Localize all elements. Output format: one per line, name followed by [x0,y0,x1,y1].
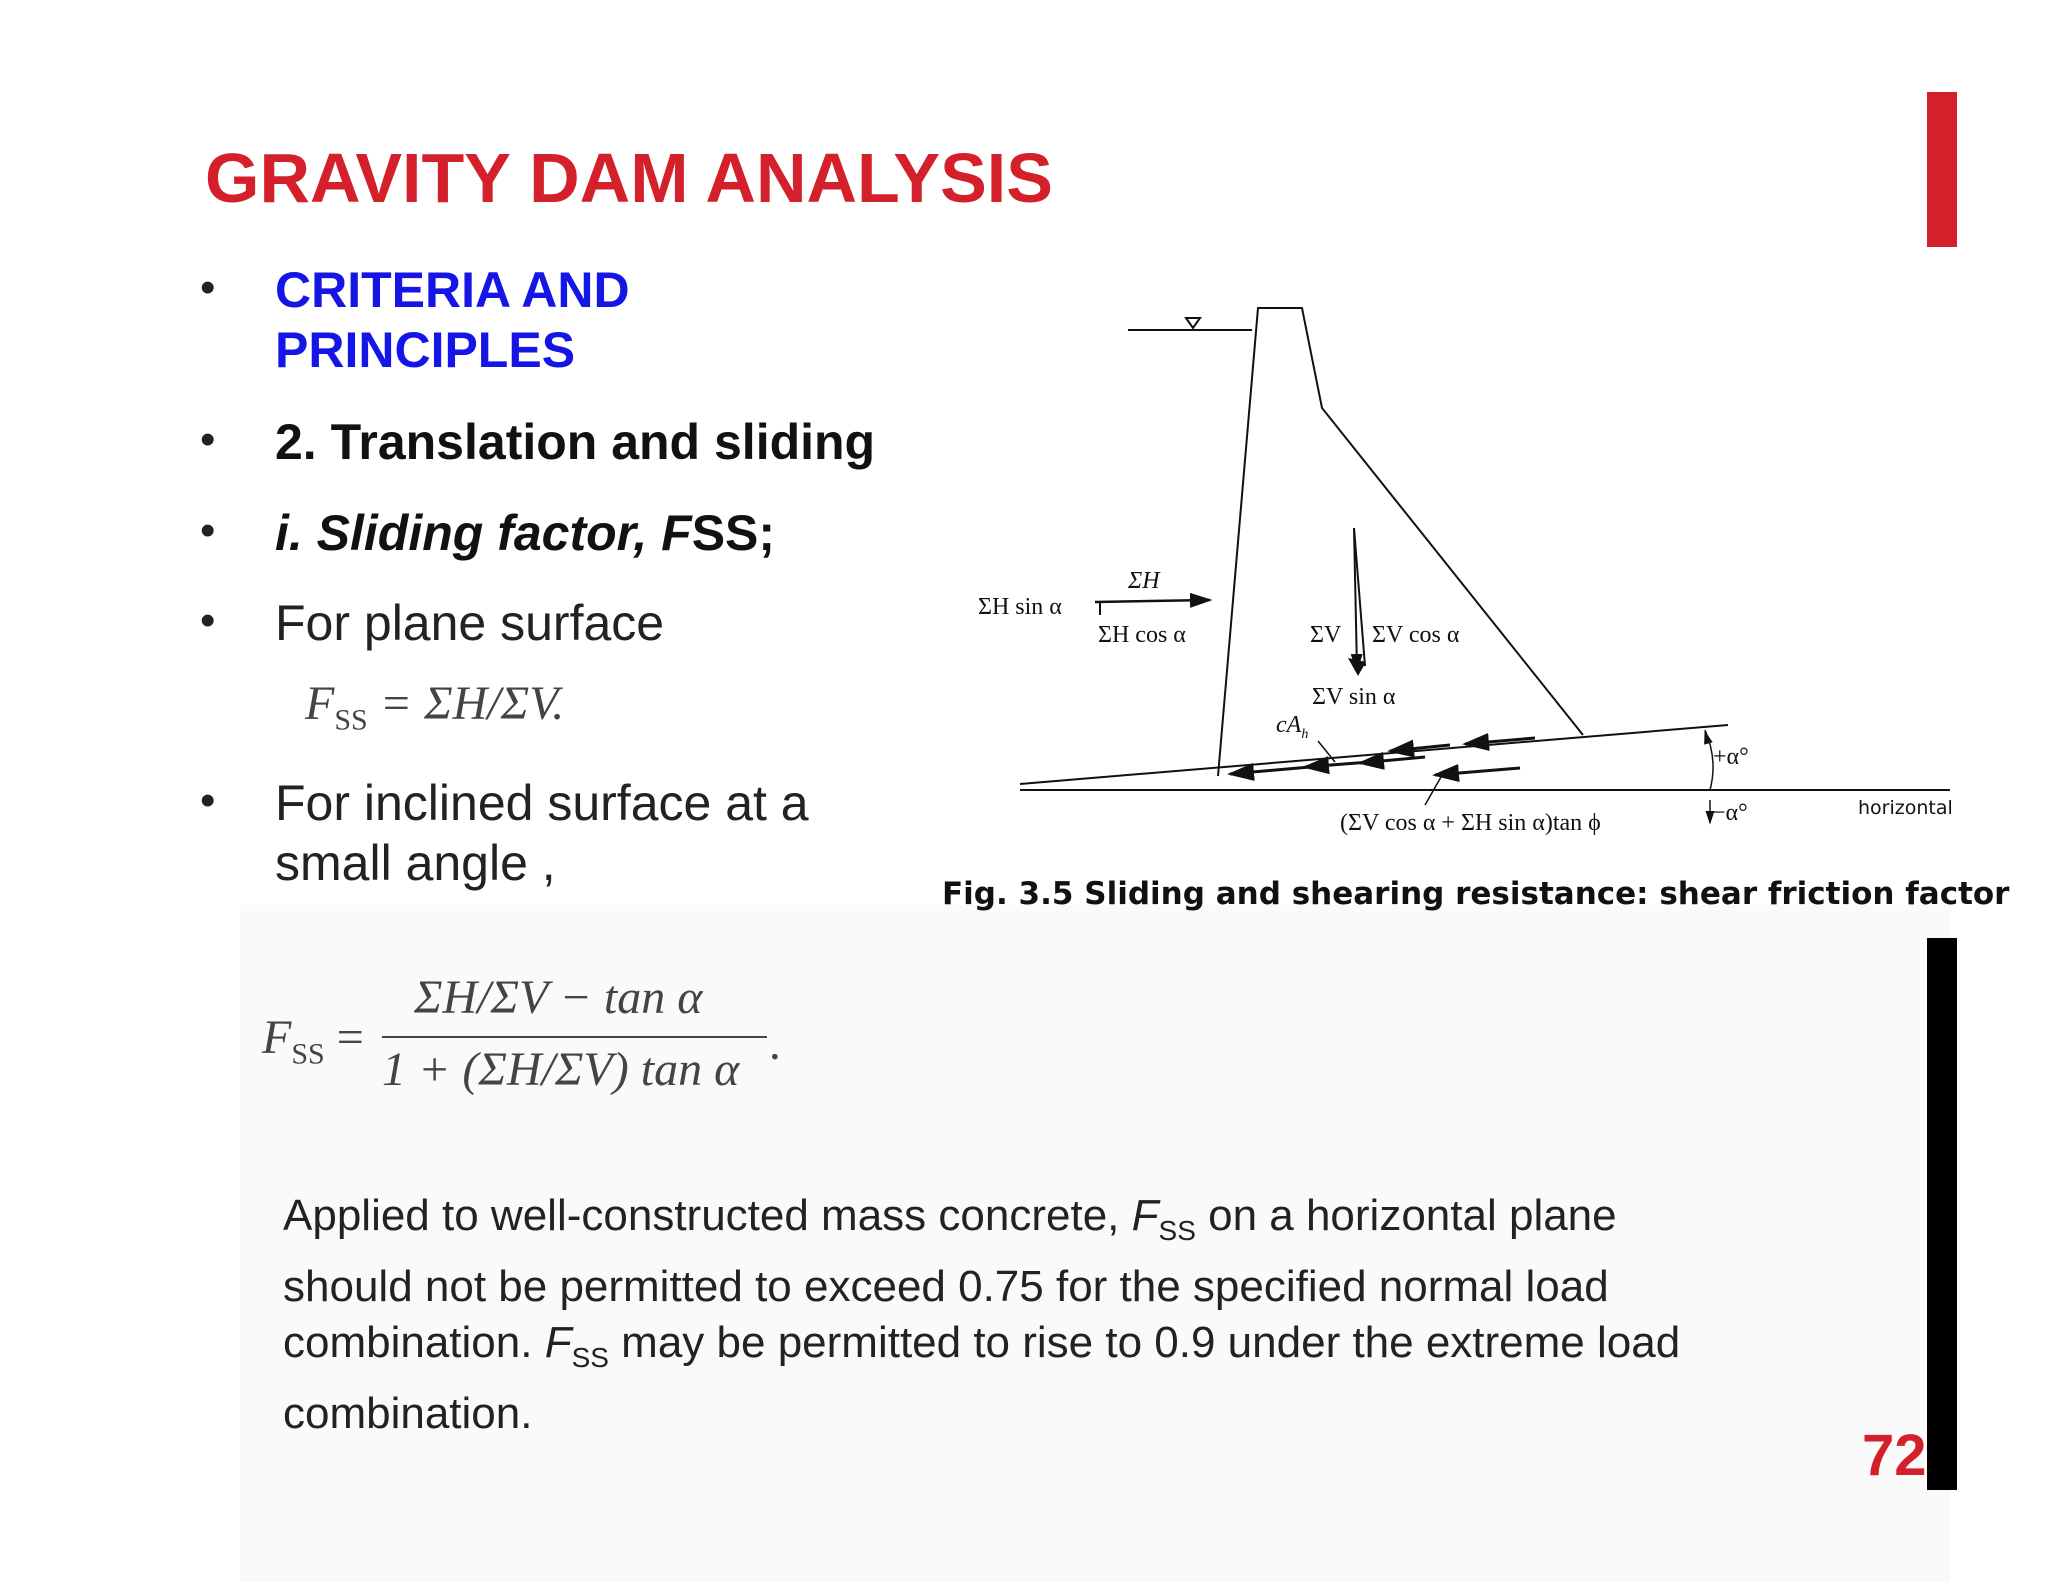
bullet-marker: • [200,776,216,825]
water-level-icon [1186,318,1200,328]
angle-arc [1705,730,1713,790]
dam-profile [1218,308,1583,776]
formula-inclined-sub: SS [291,1037,325,1071]
label-sum-v: ΣV [1310,622,1342,648]
label-horizontal: horizontal [1858,797,1953,819]
formula-inclined-lhs [262,1010,364,1072]
bullet-criteria-line1: CRITERIA AND [275,262,630,318]
formula-plane-sub: SS [334,703,368,737]
label-sum-h-sin: ΣH sin α [978,594,1062,620]
formula-numerator: ΣH/ΣV − tan α [414,971,703,1024]
label-minus-alpha: −α° [1712,800,1748,826]
bullet-marker: • [200,415,216,464]
label-sum-v-sin: ΣV sin α [1312,684,1396,710]
sliding-factor-prefix: i. Sliding factor, F [275,505,692,561]
formula-inclined-eq: = [324,1011,364,1064]
inclined-plane [1020,725,1728,784]
formula-plane-rhs: = ΣH/ΣV. [367,677,565,730]
sum-v-sin-arrowhead [1348,658,1366,676]
bullet-plane-surface: For plane surface [275,595,665,651]
page-number: 72 [1862,1423,1927,1488]
bullet-inclined-line1: For inclined surface at a [275,775,809,831]
accent-bar-red [1927,92,1957,247]
dam-sliding-diagram [960,280,1960,860]
fraction-bar [382,1036,767,1038]
label-sum-v-cos: ΣV cos α [1372,622,1460,648]
formula-plane-lhs: F [305,677,335,730]
bullet-translation: 2. Translation and sliding [275,414,876,470]
note-f2: F [544,1317,572,1367]
bullet-inclined-surface [275,773,809,893]
sum-h-arrow [1095,600,1210,602]
label-sum-h-cos: ΣH cos α [1098,622,1186,648]
resistance-arrow [1360,757,1425,763]
note-part1: Applied to well-constructed mass concrete, [283,1191,1132,1240]
bullet-inclined-line2: small angle , [275,835,556,891]
bullet-marker: • [200,506,216,555]
note-part2: on a horizontal plane should not be permitted to exceed 0.75 for the specified normal load combination. [283,1191,1617,1367]
accent-bar-black [1927,938,1957,1490]
bullet-marker: • [200,263,216,312]
label-plus-alpha: +α° [1713,744,1749,770]
bullet-criteria [275,260,630,380]
resistance-arrow [1435,768,1520,775]
note-part3: may be permitted to rise to 0.9 under the extreme load combination. [283,1317,1681,1438]
resistance-leader [1425,770,1445,805]
label-cah-sub: h [1301,727,1309,742]
label-resistance: (ΣV cos α + ΣH sin α)tan ϕ [1340,810,1601,836]
resistance-arrow [1230,767,1310,774]
bullet-marker: • [200,596,216,645]
note-paragraph [283,1188,1743,1442]
label-cah [1276,712,1308,742]
figure-caption: Fig. 3.5 Sliding and shearing resistance: shear friction factor [942,876,2010,912]
label-cah-main: cA [1276,712,1302,738]
note-f: F [1131,1191,1159,1240]
bullet-criteria-line2: PRINCIPLES [275,322,576,378]
sliding-factor-suffix: SS; [691,505,776,561]
formula-plane-surface [305,676,564,738]
slide-title: GRAVITY DAM ANALYSIS [205,139,1053,217]
formula-end: . [770,1017,782,1070]
note-sub: SS [1158,1214,1196,1246]
note-sub2: SS [571,1341,609,1373]
formula-denominator: 1 + (ΣH/ΣV) tan α [382,1043,740,1096]
bullet-sliding-factor [275,503,775,563]
formula-inclined-f: F [262,1011,292,1064]
label-sum-h: ΣH [1128,568,1160,594]
